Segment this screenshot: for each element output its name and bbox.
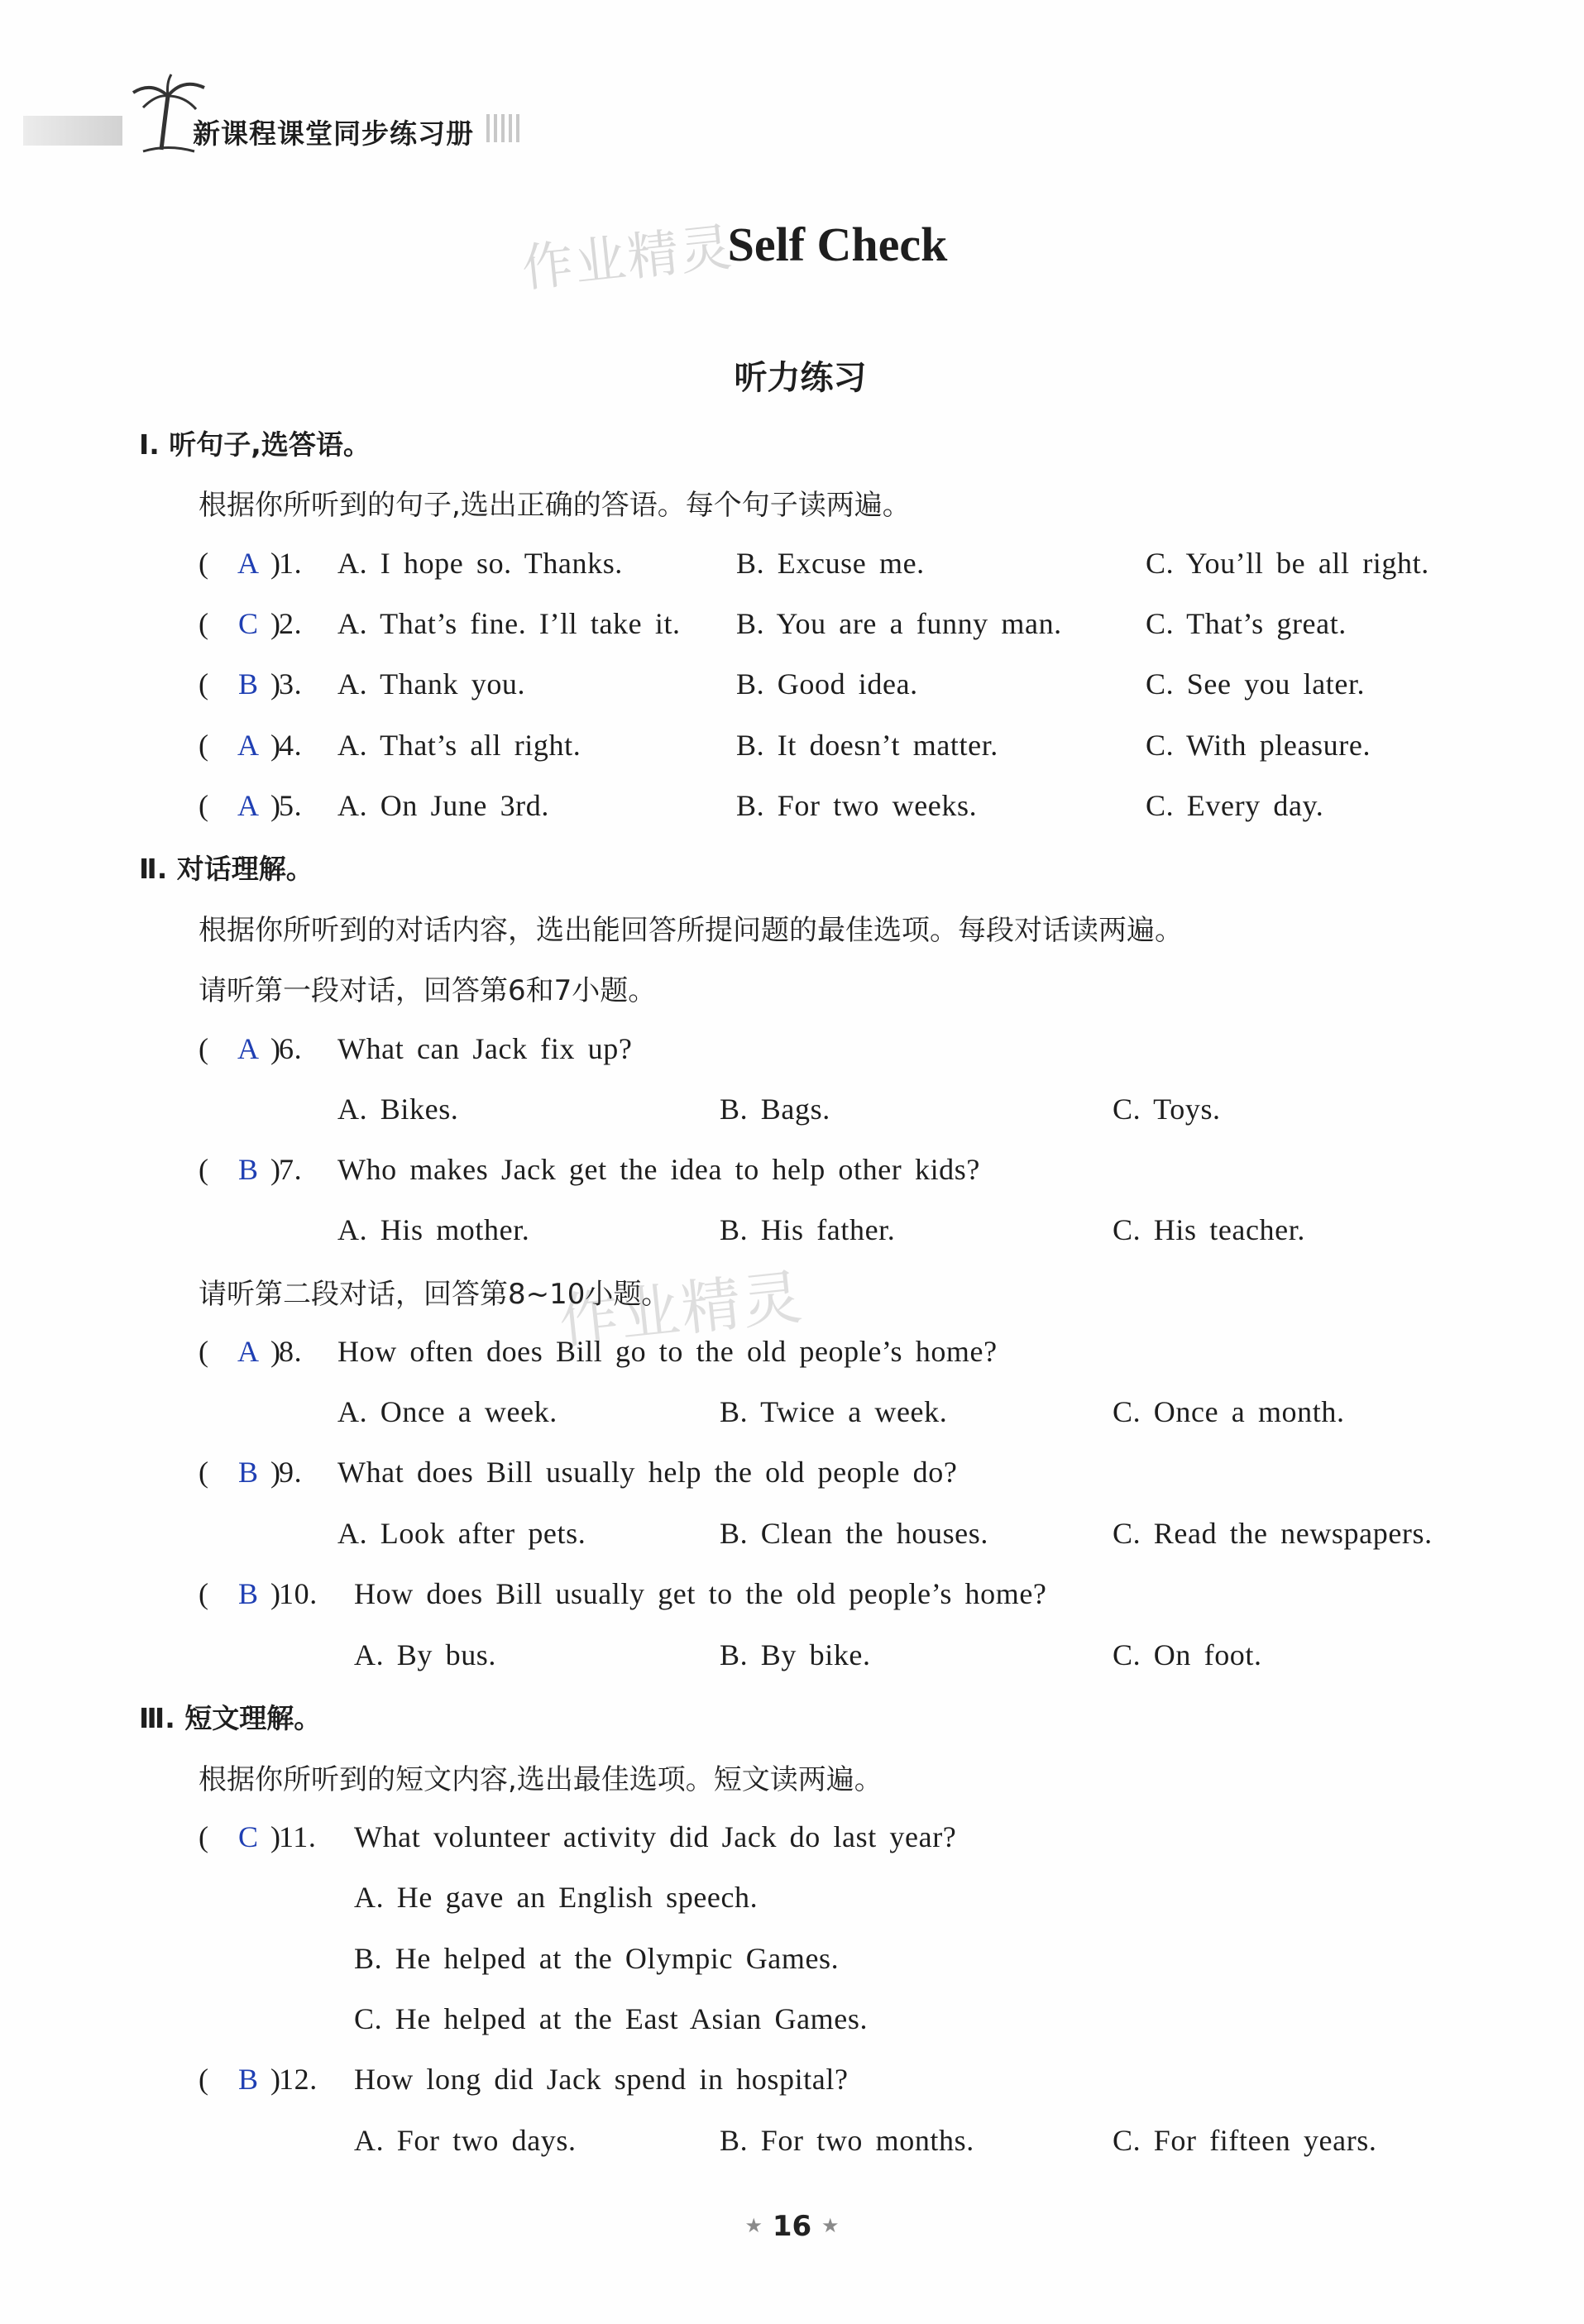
option-b: B. Clean the houses.: [720, 1517, 988, 1550]
answer-mark: B: [237, 1456, 258, 1489]
option-a: A. That’s all right.: [337, 729, 581, 762]
option-b: B. Good idea.: [736, 667, 918, 701]
question-number: 10.: [279, 1577, 318, 1610]
paren-close: ): [270, 1456, 280, 1489]
option-a: A. He gave an English speech.: [354, 1881, 759, 1914]
option-a: A. For two days.: [354, 2124, 577, 2157]
option-c: C. You’ll be all right.: [1146, 547, 1429, 580]
paren-close: ): [270, 667, 280, 701]
option-b: B. It doesn’t matter.: [736, 729, 998, 762]
paren-open: (: [199, 1577, 208, 1610]
answer-mark: B: [237, 2063, 258, 2096]
option-b: B. Twice a week.: [720, 1395, 948, 1428]
section-heading: 听力练习: [734, 359, 867, 397]
header-band: [23, 116, 122, 146]
question-text: What does Bill usually help the old people do?: [337, 1456, 958, 1489]
option-a: A. Look after pets.: [337, 1517, 586, 1550]
question-text: Who makes Jack get the idea to help other kids?: [337, 1153, 980, 1186]
answer-mark: A: [237, 1335, 259, 1368]
question-text: How often does Bill go to the old people’s home?: [337, 1335, 998, 1368]
star-icon: ★: [744, 2214, 763, 2237]
option-a: A. That’s fine. I’ll take it.: [337, 607, 681, 640]
watermark: 作业精灵: [556, 1261, 807, 1357]
answer-mark: B: [237, 667, 258, 701]
option-b: B. Bags.: [720, 1093, 830, 1126]
paren-open: (: [199, 729, 208, 762]
part-heading: Ⅲ. 短文理解。: [139, 1702, 322, 1734]
answer-mark: A: [237, 547, 259, 580]
answer-mark: A: [237, 729, 259, 762]
option-c: C. Toys.: [1113, 1093, 1221, 1126]
star-icon: ★: [821, 2214, 840, 2237]
option-c: C. For fifteen years.: [1113, 2124, 1377, 2157]
option-b: B. He helped at the Olympic Games.: [354, 1942, 840, 1975]
paren-close: ): [270, 729, 280, 762]
option-b: B. For two months.: [720, 2124, 974, 2157]
paren-open: (: [199, 2063, 208, 2096]
paren-close: ): [270, 2063, 280, 2096]
paren-open: (: [199, 607, 208, 640]
paren-close: ): [270, 1820, 280, 1853]
paren-close: ): [270, 1032, 280, 1065]
page-number-value: 16: [772, 2210, 812, 2243]
option-c: C. Read the newspapers.: [1113, 1517, 1433, 1550]
dialogue-intro: 请听第一段对话，回答第6和7小题。: [199, 974, 657, 1007]
question-number: 6.: [279, 1032, 303, 1065]
answer-mark: B: [237, 1153, 258, 1186]
option-c: C. Once a month.: [1113, 1395, 1345, 1428]
watermark: 作业精灵: [519, 216, 736, 299]
question-number: 1.: [279, 547, 303, 580]
question-number: 12.: [279, 2063, 318, 2096]
option-b: B. You are a funny man.: [736, 607, 1062, 640]
paren-close: ): [270, 1153, 280, 1186]
question-number: 4.: [279, 729, 303, 762]
paren-open: (: [199, 1032, 208, 1065]
question-number: 8.: [279, 1335, 303, 1368]
option-b: B. Excuse me.: [736, 547, 925, 580]
paren-close: ): [270, 789, 280, 822]
option-a: A. By bus.: [354, 1638, 497, 1671]
question-text: What can Jack fix up?: [337, 1032, 633, 1065]
paren-close: ): [270, 607, 280, 640]
header-marks: [486, 114, 519, 142]
paren-open: (: [199, 1820, 208, 1853]
option-a: A. Once a week.: [337, 1395, 558, 1428]
part-instruction: 根据你所听到的句子,选出正确的答语。每个句子读两遍。: [199, 489, 911, 522]
option-c: C. On foot.: [1113, 1638, 1262, 1671]
series-title: 新课程课堂同步练习册: [193, 117, 474, 150]
part-heading: Ⅰ. 听句子,选答语。: [139, 428, 371, 461]
paren-open: (: [199, 667, 208, 701]
paren-open: (: [199, 1153, 208, 1186]
answer-mark: A: [237, 1032, 259, 1065]
option-c: C. He helped at the East Asian Games.: [354, 2002, 869, 2035]
option-b: B. By bike.: [720, 1638, 871, 1671]
paren-open: (: [199, 1456, 208, 1489]
option-c: C. That’s great.: [1146, 607, 1347, 640]
option-a: A. I hope so. Thanks.: [337, 547, 623, 580]
option-c: C. With pleasure.: [1146, 729, 1371, 762]
answer-mark: C: [237, 607, 258, 640]
part-instruction: 根据你所听到的对话内容，选出能回答所提问题的最佳选项。每段对话读两遍。: [199, 914, 1183, 947]
question-number: 2.: [279, 607, 303, 640]
answer-mark: C: [237, 1820, 258, 1853]
question-text: What volunteer activity did Jack do last year?: [354, 1820, 957, 1853]
option-a: A. On June 3rd.: [337, 789, 549, 822]
paren-open: (: [199, 1335, 208, 1368]
paren-close: ): [270, 1335, 280, 1368]
dialogue-intro: 请听第二段对话，回答第8~10小题。: [199, 1278, 670, 1311]
option-c: C. Every day.: [1146, 789, 1324, 822]
paren-close: ): [270, 547, 280, 580]
question-number: 7.: [279, 1153, 303, 1186]
paren-open: (: [199, 547, 208, 580]
option-b: B. For two weeks.: [736, 789, 978, 822]
paren-open: (: [199, 789, 208, 822]
part-instruction: 根据你所听到的短文内容,选出最佳选项。短文读两遍。: [199, 1763, 883, 1796]
option-c: C. See you later.: [1146, 667, 1366, 701]
option-b: B. His father.: [720, 1213, 896, 1246]
question-number: 11.: [279, 1820, 317, 1853]
question-number: 9.: [279, 1456, 303, 1489]
answer-mark: A: [237, 789, 259, 822]
answer-mark: B: [237, 1577, 258, 1610]
option-a: A. His mother.: [337, 1213, 530, 1246]
page-title: Self Check: [727, 218, 948, 271]
paren-close: ): [270, 1577, 280, 1610]
part-heading: Ⅱ. 对话理解。: [139, 853, 313, 885]
question-text: How long did Jack spend in hospital?: [354, 2063, 849, 2096]
question-number: 3.: [279, 667, 303, 701]
option-a: A. Bikes.: [337, 1093, 459, 1126]
page-number: [0, 2210, 1584, 2243]
question-number: 5.: [279, 789, 303, 822]
option-c: C. His teacher.: [1113, 1213, 1305, 1246]
page-header: [23, 65, 519, 155]
option-a: A. Thank you.: [337, 667, 526, 701]
question-text: How does Bill usually get to the old people’s home?: [354, 1577, 1047, 1610]
